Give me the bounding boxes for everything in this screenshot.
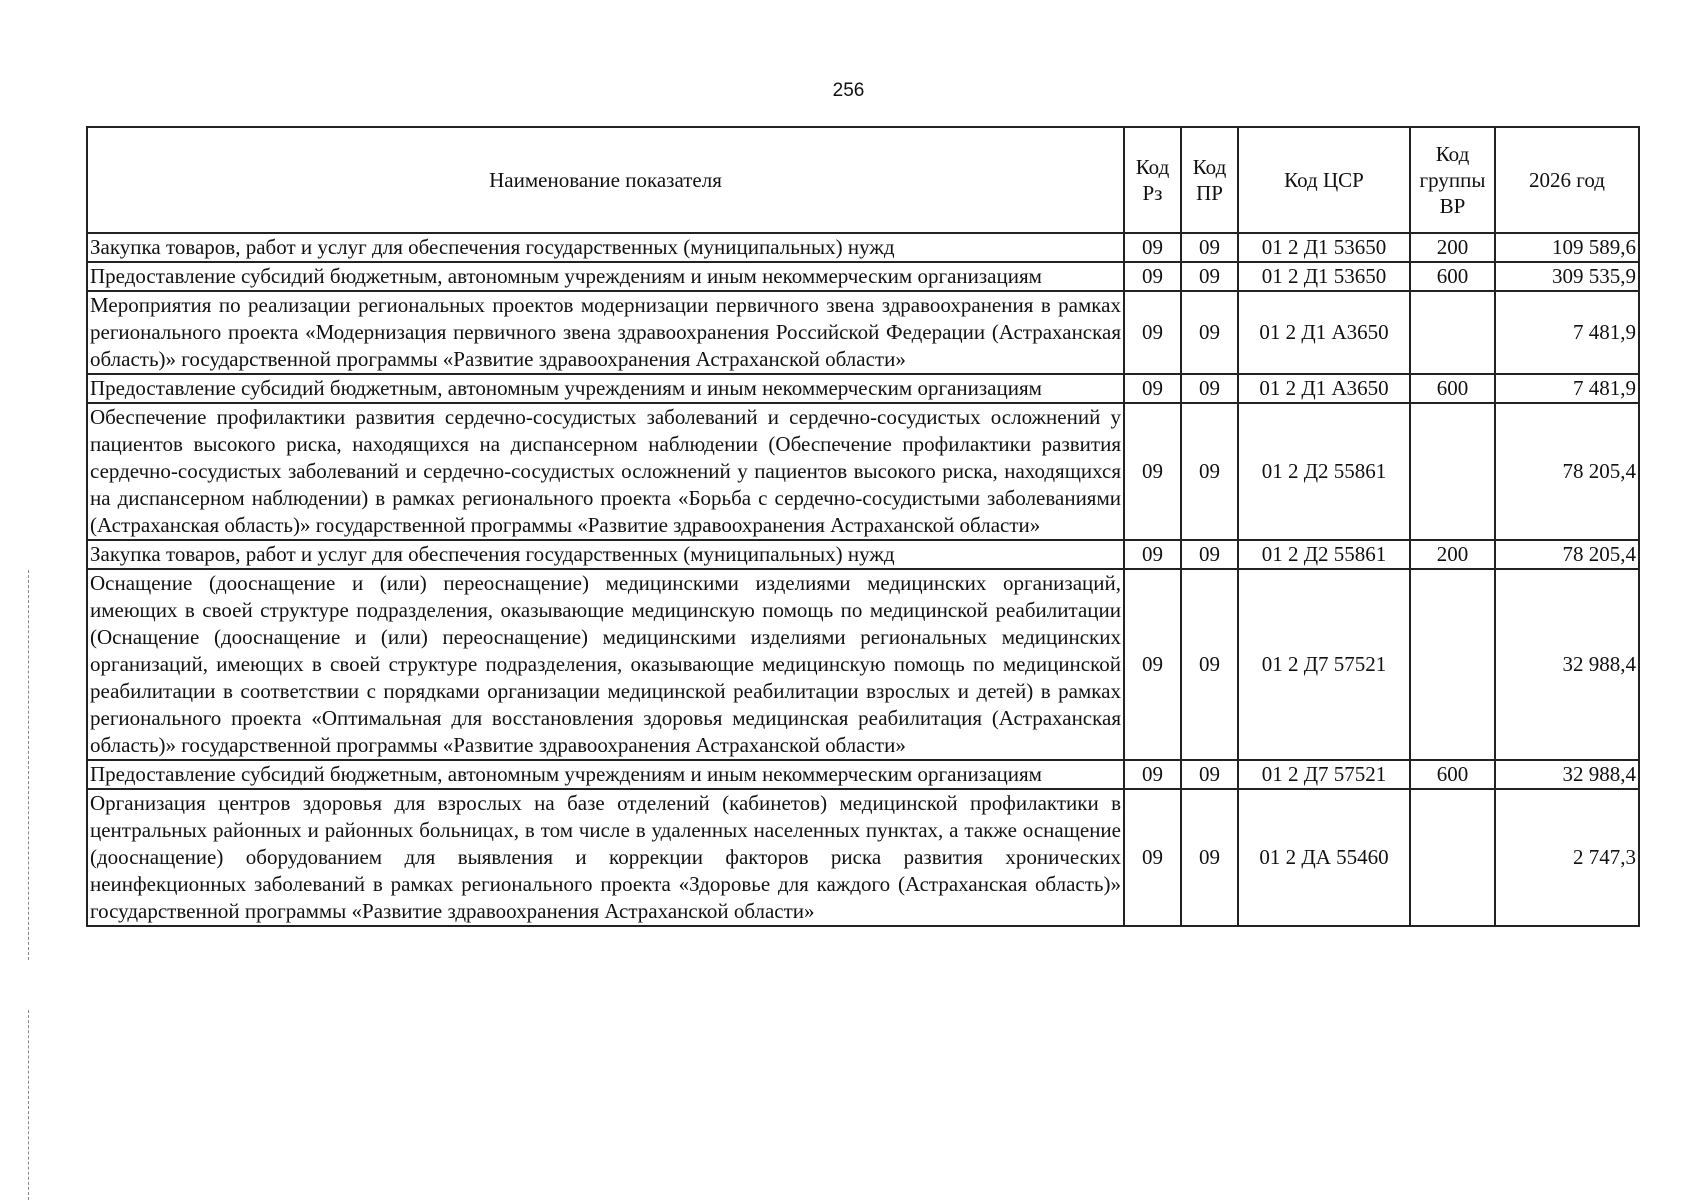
row-csr: 01 2 ДА 55460 — [1238, 789, 1410, 926]
row-rz: 09 — [1124, 789, 1181, 926]
row-amount: 32 988,4 — [1495, 569, 1639, 760]
row-rz: 09 — [1124, 403, 1181, 540]
row-csr: 01 2 Д1 53650 — [1238, 262, 1410, 291]
header-csr: Код ЦСР — [1238, 127, 1410, 233]
table-row — [87, 403, 1639, 540]
header-name: Наименование показателя — [87, 127, 1124, 233]
row-rz: 09 — [1124, 540, 1181, 569]
row-rz: 09 — [1124, 233, 1181, 262]
row-name: Предоставление субсидий бюджетным, автономным учреждениям и иным некоммерческим организациям — [87, 262, 1124, 291]
row-rz: 09 — [1124, 569, 1181, 760]
row-csr: 01 2 Д1 А3650 — [1238, 291, 1410, 374]
row-vr: 600 — [1410, 760, 1495, 789]
header-rz: Код Рз — [1124, 127, 1181, 233]
table-header-row — [87, 127, 1639, 233]
row-rz: 09 — [1124, 374, 1181, 403]
row-pr: 09 — [1181, 403, 1238, 540]
row-name: Предоставление субсидий бюджетным, автономным учреждениям и иным некоммерческим организациям — [87, 374, 1124, 403]
budget-table — [86, 126, 1640, 927]
row-pr: 09 — [1181, 262, 1238, 291]
row-vr — [1410, 291, 1495, 374]
row-amount: 309 535,9 — [1495, 262, 1639, 291]
row-vr — [1410, 789, 1495, 926]
table-row — [87, 569, 1639, 760]
margin-dash-line-upper — [28, 570, 29, 960]
row-amount: 7 481,9 — [1495, 374, 1639, 403]
row-vr: 600 — [1410, 262, 1495, 291]
row-rz: 09 — [1124, 760, 1181, 789]
row-vr: 200 — [1410, 540, 1495, 569]
row-pr: 09 — [1181, 760, 1238, 789]
margin-dash-line-lower — [28, 1010, 29, 1200]
table-row — [87, 374, 1639, 403]
header-year: 2026 год — [1495, 127, 1639, 233]
row-pr: 09 — [1181, 291, 1238, 374]
row-csr: 01 2 Д7 57521 — [1238, 569, 1410, 760]
table-row — [87, 789, 1639, 926]
row-amount: 2 747,3 — [1495, 789, 1639, 926]
page-number: 256 — [832, 80, 865, 101]
row-amount: 109 589,6 — [1495, 233, 1639, 262]
row-name: Закупка товаров, работ и услуг для обеспечения государственных (муниципальных) нужд — [87, 540, 1124, 569]
row-csr: 01 2 Д7 57521 — [1238, 760, 1410, 789]
row-pr: 09 — [1181, 789, 1238, 926]
row-rz: 09 — [1124, 262, 1181, 291]
row-csr: 01 2 Д1 53650 — [1238, 233, 1410, 262]
row-pr: 09 — [1181, 233, 1238, 262]
row-name: Оснащение (дооснащение и (или) переоснащение) медицинскими изделиями медицинских организаций, имеющих в своей структуре подразделения, оказывающие медицинскую помощь по медицинской реабилитации (Оснащение (дооснащение и (или) переоснащение) медицинскими изделиями региональных медицинских организаций, имеющих в своей структуре подразделения, оказывающие медицинскую помощь по медицинской реабилитации в соответствии с порядками организации медицинской реабилитации взрослых и детей) в рамках регионального проекта «Оптимальная для восстановления здоровья медицинская реабилитация (Астраханская область)» государственной программы «Развитие здравоохранения Астраханской области» — [87, 569, 1124, 760]
table-row — [87, 262, 1639, 291]
row-csr: 01 2 Д2 55861 — [1238, 540, 1410, 569]
row-pr: 09 — [1181, 540, 1238, 569]
table-row — [87, 540, 1639, 569]
row-pr: 09 — [1181, 374, 1238, 403]
row-amount: 78 205,4 — [1495, 403, 1639, 540]
row-amount: 7 481,9 — [1495, 291, 1639, 374]
row-vr: 600 — [1410, 374, 1495, 403]
row-csr: 01 2 Д2 55861 — [1238, 403, 1410, 540]
row-rz: 09 — [1124, 291, 1181, 374]
table-row — [87, 233, 1639, 262]
row-vr — [1410, 403, 1495, 540]
table-row — [87, 291, 1639, 374]
row-vr: 200 — [1410, 233, 1495, 262]
header-pr: Код ПР — [1181, 127, 1238, 233]
header-vr: Код группы ВР — [1410, 127, 1495, 233]
row-name: Закупка товаров, работ и услуг для обеспечения государственных (муниципальных) нужд — [87, 233, 1124, 262]
row-name: Организация центров здоровья для взрослых на базе отделений (кабинетов) медицинской профилактики в центральных районных и районных больницах, в том числе в удаленных населенных пунктах, а также оснащение (дооснащение) оборудованием для выявления и коррекции факторов риска развития хронических неинфекционных заболеваний в рамках регионального проекта «Здоровье для каждого (Астраханская область)» государственной программы «Развитие здравоохранения Астраханской области» — [87, 789, 1124, 926]
row-amount: 32 988,4 — [1495, 760, 1639, 789]
row-pr: 09 — [1181, 569, 1238, 760]
row-name: Обеспечение профилактики развития сердечно-сосудистых заболеваний и сердечно-сосудистых осложнений у пациентов высокого риска, находящихся на диспансерном наблюдении (Обеспечение профилактики развития сердечно-сосудистых заболеваний и сердечно-сосудистых осложнений у пациентов высокого риска, находящихся на диспансерном наблюдении) в рамках регионального проекта «Борьба с сердечно-сосудистыми заболеваниями (Астраханская область)» государственной программы «Развитие здравоохранения Астраханской области» — [87, 403, 1124, 540]
row-name: Мероприятия по реализации региональных проектов модернизации первичного звена здравоохранения в рамках регионального проекта «Модернизация первичного звена здравоохранения Российской Федерации (Астраханская область)» государственной программы «Развитие здравоохранения Астраханской области» — [87, 291, 1124, 374]
table-row — [87, 760, 1639, 789]
row-name: Предоставление субсидий бюджетным, автономным учреждениям и иным некоммерческим организациям — [87, 760, 1124, 789]
row-vr — [1410, 569, 1495, 760]
row-csr: 01 2 Д1 А3650 — [1238, 374, 1410, 403]
row-amount: 78 205,4 — [1495, 540, 1639, 569]
